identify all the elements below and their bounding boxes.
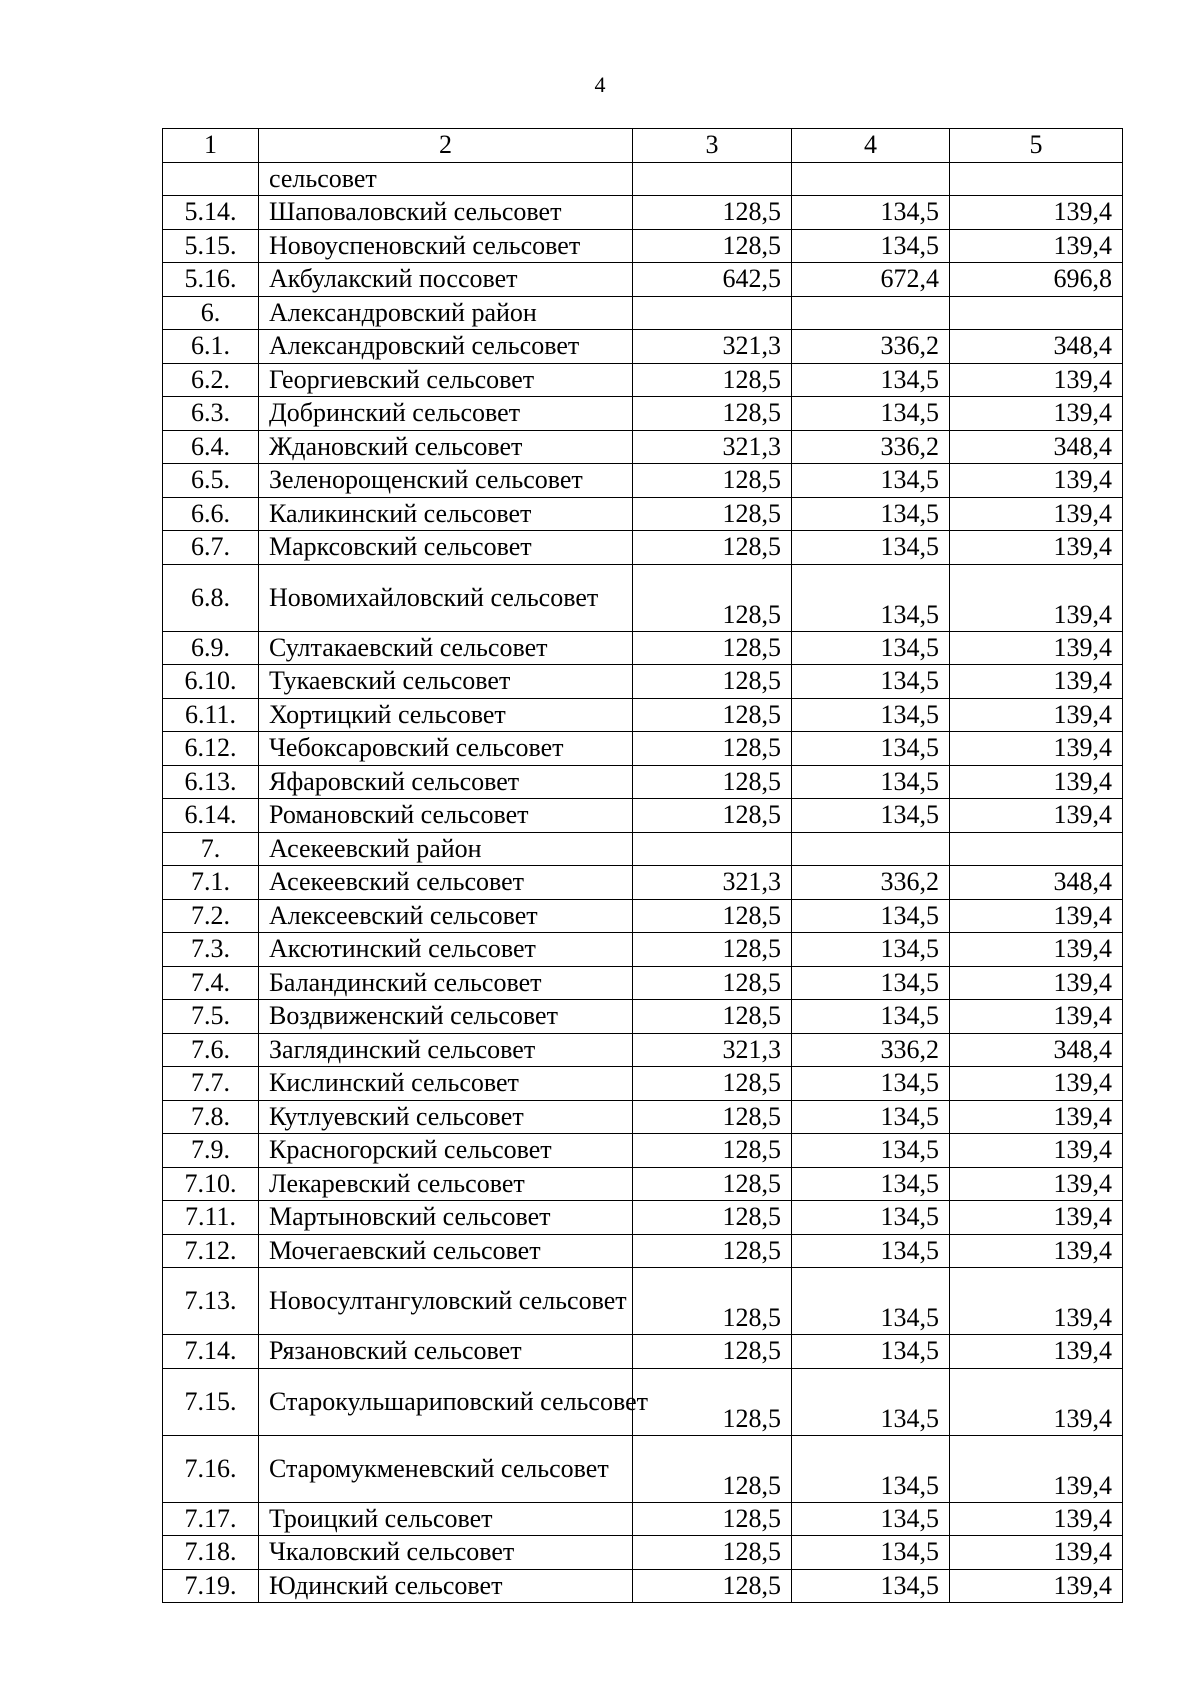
row-name-cell: Красногорский сельсовет bbox=[259, 1134, 633, 1168]
row-number-cell: 7.5. bbox=[163, 1000, 259, 1034]
row-value-col5-cell: 139,4 bbox=[950, 698, 1123, 732]
row-value-col4-cell: 134,5 bbox=[792, 363, 950, 397]
row-value-col4-cell: 336,2 bbox=[792, 430, 950, 464]
row-value-col5-cell: 139,4 bbox=[950, 1000, 1123, 1034]
row-number-cell: 7.19. bbox=[163, 1569, 259, 1603]
row-value-col4-cell: 134,5 bbox=[792, 1067, 950, 1101]
row-value-col3-cell: 321,3 bbox=[633, 1033, 792, 1067]
row-value-col3-cell: 642,5 bbox=[633, 263, 792, 297]
row-value-col5-cell: 139,4 bbox=[950, 966, 1123, 1000]
table-row bbox=[163, 1000, 1123, 1034]
row-name-cell: Новосултангуловский сельсовет bbox=[259, 1268, 633, 1335]
row-value-col4-cell: 336,2 bbox=[792, 1033, 950, 1067]
row-number-cell: 7.2. bbox=[163, 899, 259, 933]
row-name-cell: Троицкий сельсовет bbox=[259, 1502, 633, 1536]
row-name-cell: Мартыновский сельсовет bbox=[259, 1201, 633, 1235]
row-value-col3-cell: 321,3 bbox=[633, 866, 792, 900]
row-name-cell: Александровский район bbox=[259, 296, 633, 330]
row-number-cell: 7.18. bbox=[163, 1536, 259, 1570]
row-value-col4-cell: 134,5 bbox=[792, 665, 950, 699]
table-row bbox=[163, 1435, 1123, 1502]
row-value-col5-cell: 348,4 bbox=[950, 330, 1123, 364]
row-value-col5-cell: 139,4 bbox=[950, 799, 1123, 833]
row-value-col5-cell: 139,4 bbox=[950, 397, 1123, 431]
table-row bbox=[163, 1569, 1123, 1603]
table-row bbox=[163, 430, 1123, 464]
header-cell: 4 bbox=[792, 129, 950, 163]
table-row bbox=[163, 1134, 1123, 1168]
table-row bbox=[163, 1368, 1123, 1435]
row-value-col3-cell: 128,5 bbox=[633, 464, 792, 498]
row-number-cell: 6.10. bbox=[163, 665, 259, 699]
row-value-col4-cell: 134,5 bbox=[792, 1201, 950, 1235]
row-value-col4-cell: 134,5 bbox=[792, 1335, 950, 1369]
table-row bbox=[163, 1067, 1123, 1101]
row-name-cell: Рязановский сельсовет bbox=[259, 1335, 633, 1369]
row-name-cell: Старомукменевский сельсовет bbox=[259, 1435, 633, 1502]
row-value-col3-cell: 321,3 bbox=[633, 430, 792, 464]
header-cell: 3 bbox=[633, 129, 792, 163]
row-number-cell: 6.13. bbox=[163, 765, 259, 799]
row-value-col4-cell: 134,5 bbox=[792, 732, 950, 766]
row-value-col4-cell: 134,5 bbox=[792, 799, 950, 833]
header-cell: 2 bbox=[259, 129, 633, 163]
table-row bbox=[163, 1167, 1123, 1201]
row-value-col5-cell: 139,4 bbox=[950, 1435, 1123, 1502]
row-value-col5-cell: 348,4 bbox=[950, 866, 1123, 900]
row-value-col4-cell: 134,5 bbox=[792, 229, 950, 263]
row-value-col3-cell: 128,5 bbox=[633, 732, 792, 766]
row-value-col5-cell: 139,4 bbox=[950, 899, 1123, 933]
row-value-col3-cell: 128,5 bbox=[633, 1502, 792, 1536]
row-value-col4-cell: 134,5 bbox=[792, 464, 950, 498]
row-name-cell: Романовский сельсовет bbox=[259, 799, 633, 833]
row-value-col3-cell bbox=[633, 162, 792, 196]
row-value-col4-cell: 134,5 bbox=[792, 1502, 950, 1536]
row-value-col5-cell: 139,4 bbox=[950, 1167, 1123, 1201]
row-number-cell: 7.1. bbox=[163, 866, 259, 900]
row-value-col3-cell: 128,5 bbox=[633, 1134, 792, 1168]
table-row bbox=[163, 330, 1123, 364]
row-value-col5-cell: 139,4 bbox=[950, 1201, 1123, 1235]
row-value-col5-cell: 139,4 bbox=[950, 1234, 1123, 1268]
row-value-col3-cell: 321,3 bbox=[633, 330, 792, 364]
row-name-cell: Новомихайловский сельсовет bbox=[259, 564, 633, 631]
row-value-col5-cell: 139,4 bbox=[950, 1502, 1123, 1536]
row-value-col3-cell bbox=[633, 832, 792, 866]
row-value-col3-cell: 128,5 bbox=[633, 564, 792, 631]
row-name-cell: Заглядинский сельсовет bbox=[259, 1033, 633, 1067]
row-number-cell: 7.12. bbox=[163, 1234, 259, 1268]
row-number-cell: 6.11. bbox=[163, 698, 259, 732]
row-value-col5-cell: 139,4 bbox=[950, 464, 1123, 498]
row-number-cell: 5.14. bbox=[163, 196, 259, 230]
row-value-col5-cell: 139,4 bbox=[950, 229, 1123, 263]
row-number-cell: 5.16. bbox=[163, 263, 259, 297]
row-value-col4-cell: 672,4 bbox=[792, 263, 950, 297]
table-row bbox=[163, 196, 1123, 230]
row-value-col4-cell: 134,5 bbox=[792, 1536, 950, 1570]
row-value-col4-cell: 134,5 bbox=[792, 497, 950, 531]
row-value-col5-cell: 139,4 bbox=[950, 196, 1123, 230]
row-value-col5-cell: 139,4 bbox=[950, 732, 1123, 766]
row-value-col5-cell: 139,4 bbox=[950, 1569, 1123, 1603]
table-row bbox=[163, 464, 1123, 498]
row-value-col4-cell bbox=[792, 162, 950, 196]
table-row bbox=[163, 1335, 1123, 1369]
table-row bbox=[163, 1536, 1123, 1570]
row-number-cell: 6.12. bbox=[163, 732, 259, 766]
row-name-cell: Чкаловский сельсовет bbox=[259, 1536, 633, 1570]
row-value-col5-cell: 139,4 bbox=[950, 765, 1123, 799]
row-name-cell: Лекаревский сельсовет bbox=[259, 1167, 633, 1201]
row-value-col3-cell: 128,5 bbox=[633, 1067, 792, 1101]
row-value-col3-cell: 128,5 bbox=[633, 799, 792, 833]
row-value-col5-cell: 696,8 bbox=[950, 263, 1123, 297]
row-name-cell: сельсовет bbox=[259, 162, 633, 196]
row-number-cell: 5.15. bbox=[163, 229, 259, 263]
row-number-cell: 6.14. bbox=[163, 799, 259, 833]
row-value-col4-cell: 134,5 bbox=[792, 631, 950, 665]
row-name-cell: Новоуспеновский сельсовет bbox=[259, 229, 633, 263]
table-row bbox=[163, 162, 1123, 196]
row-value-col3-cell bbox=[633, 296, 792, 330]
row-value-col5-cell: 139,4 bbox=[950, 564, 1123, 631]
row-value-col5-cell: 139,4 bbox=[950, 665, 1123, 699]
row-number-cell: 6.5. bbox=[163, 464, 259, 498]
row-value-col4-cell: 134,5 bbox=[792, 933, 950, 967]
row-value-col3-cell: 128,5 bbox=[633, 1000, 792, 1034]
row-value-col3-cell: 128,5 bbox=[633, 1569, 792, 1603]
table-row bbox=[163, 229, 1123, 263]
row-number-cell: 7.15. bbox=[163, 1368, 259, 1435]
row-number-cell: 6.6. bbox=[163, 497, 259, 531]
table-row bbox=[163, 765, 1123, 799]
table-row bbox=[163, 1268, 1123, 1335]
row-name-cell: Кутлуевский сельсовет bbox=[259, 1100, 633, 1134]
row-name-cell: Старокульшариповский сельсовет bbox=[259, 1368, 633, 1435]
row-name-cell: Акбулакский поссовет bbox=[259, 263, 633, 297]
row-value-col4-cell: 134,5 bbox=[792, 765, 950, 799]
header-cell: 1 bbox=[163, 129, 259, 163]
row-number-cell: 6.4. bbox=[163, 430, 259, 464]
row-value-col4-cell: 134,5 bbox=[792, 1234, 950, 1268]
table-row bbox=[163, 698, 1123, 732]
row-value-col4-cell: 336,2 bbox=[792, 866, 950, 900]
row-value-col5-cell: 139,4 bbox=[950, 531, 1123, 565]
row-number-cell: 7.11. bbox=[163, 1201, 259, 1235]
row-value-col3-cell: 128,5 bbox=[633, 497, 792, 531]
row-value-col4-cell: 134,5 bbox=[792, 1000, 950, 1034]
row-value-col4-cell bbox=[792, 296, 950, 330]
row-value-col5-cell bbox=[950, 296, 1123, 330]
row-name-cell: Асекеевский район bbox=[259, 832, 633, 866]
page-number: 4 bbox=[594, 72, 606, 97]
row-value-col3-cell: 128,5 bbox=[633, 1335, 792, 1369]
row-value-col4-cell: 336,2 bbox=[792, 330, 950, 364]
row-value-col4-cell: 134,5 bbox=[792, 698, 950, 732]
row-number-cell: 7.17. bbox=[163, 1502, 259, 1536]
row-number-cell: 6.9. bbox=[163, 631, 259, 665]
row-value-col4-cell: 134,5 bbox=[792, 531, 950, 565]
table-row bbox=[163, 866, 1123, 900]
row-name-cell: Марксовский сельсовет bbox=[259, 531, 633, 565]
row-value-col3-cell: 128,5 bbox=[633, 1268, 792, 1335]
row-value-col3-cell: 128,5 bbox=[633, 631, 792, 665]
row-name-cell: Юдинский сельсовет bbox=[259, 1569, 633, 1603]
row-value-col5-cell: 139,4 bbox=[950, 933, 1123, 967]
row-value-col3-cell: 128,5 bbox=[633, 531, 792, 565]
row-value-col5-cell: 139,4 bbox=[950, 631, 1123, 665]
row-number-cell: 7. bbox=[163, 832, 259, 866]
header-cell: 5 bbox=[950, 129, 1123, 163]
row-name-cell: Мочегаевский сельсовет bbox=[259, 1234, 633, 1268]
row-value-col3-cell: 128,5 bbox=[633, 1201, 792, 1235]
row-value-col3-cell: 128,5 bbox=[633, 397, 792, 431]
row-number-cell: 7.7. bbox=[163, 1067, 259, 1101]
row-number-cell: 7.6. bbox=[163, 1033, 259, 1067]
row-number-cell: 6. bbox=[163, 296, 259, 330]
row-value-col3-cell: 128,5 bbox=[633, 899, 792, 933]
row-value-col3-cell: 128,5 bbox=[633, 1167, 792, 1201]
row-value-col5-cell bbox=[950, 162, 1123, 196]
row-name-cell: Яфаровский сельсовет bbox=[259, 765, 633, 799]
row-value-col3-cell: 128,5 bbox=[633, 698, 792, 732]
table-row bbox=[163, 531, 1123, 565]
table-row bbox=[163, 665, 1123, 699]
row-value-col3-cell: 128,5 bbox=[633, 765, 792, 799]
row-name-cell: Георгиевский сельсовет bbox=[259, 363, 633, 397]
row-value-col5-cell: 139,4 bbox=[950, 1134, 1123, 1168]
row-value-col3-cell: 128,5 bbox=[633, 196, 792, 230]
table-row bbox=[163, 263, 1123, 297]
row-name-cell: Александровский сельсовет bbox=[259, 330, 633, 364]
row-value-col5-cell: 139,4 bbox=[950, 363, 1123, 397]
row-value-col4-cell: 134,5 bbox=[792, 1167, 950, 1201]
row-number-cell: 7.13. bbox=[163, 1268, 259, 1335]
row-value-col4-cell: 134,5 bbox=[792, 564, 950, 631]
row-number-cell: 7.8. bbox=[163, 1100, 259, 1134]
row-value-col4-cell: 134,5 bbox=[792, 196, 950, 230]
row-name-cell: Чебоксаровский сельсовет bbox=[259, 732, 633, 766]
table-row bbox=[163, 1033, 1123, 1067]
row-name-cell: Аксютинский сельсовет bbox=[259, 933, 633, 967]
row-value-col3-cell: 128,5 bbox=[633, 229, 792, 263]
row-number-cell: 7.14. bbox=[163, 1335, 259, 1369]
row-name-cell: Хортицкий сельсовет bbox=[259, 698, 633, 732]
table-row bbox=[163, 832, 1123, 866]
row-name-cell: Кислинский сельсовет bbox=[259, 1067, 633, 1101]
row-value-col3-cell: 128,5 bbox=[633, 665, 792, 699]
table-row bbox=[163, 799, 1123, 833]
table-row bbox=[163, 631, 1123, 665]
table-row bbox=[163, 296, 1123, 330]
row-value-col3-cell: 128,5 bbox=[633, 1100, 792, 1134]
row-value-col4-cell: 134,5 bbox=[792, 1100, 950, 1134]
row-number-cell: 7.3. bbox=[163, 933, 259, 967]
row-name-cell: Асекеевский сельсовет bbox=[259, 866, 633, 900]
row-name-cell: Каликинский сельсовет bbox=[259, 497, 633, 531]
row-value-col3-cell: 128,5 bbox=[633, 933, 792, 967]
row-number-cell: 7.4. bbox=[163, 966, 259, 1000]
row-number-cell: 7.16. bbox=[163, 1435, 259, 1502]
row-value-col4-cell: 134,5 bbox=[792, 1268, 950, 1335]
row-number-cell bbox=[163, 162, 259, 196]
table-row bbox=[163, 1100, 1123, 1134]
row-value-col5-cell: 348,4 bbox=[950, 430, 1123, 464]
row-value-col5-cell: 139,4 bbox=[950, 1067, 1123, 1101]
row-number-cell: 7.10. bbox=[163, 1167, 259, 1201]
row-value-col5-cell: 139,4 bbox=[950, 1536, 1123, 1570]
row-value-col5-cell: 348,4 bbox=[950, 1033, 1123, 1067]
table-row bbox=[163, 1234, 1123, 1268]
table-row bbox=[163, 363, 1123, 397]
row-name-cell: Султакаевский сельсовет bbox=[259, 631, 633, 665]
row-name-cell: Зеленорощенский сельсовет bbox=[259, 464, 633, 498]
row-value-col4-cell: 134,5 bbox=[792, 899, 950, 933]
table-row bbox=[163, 732, 1123, 766]
row-value-col5-cell: 139,4 bbox=[950, 1268, 1123, 1335]
row-value-col5-cell: 139,4 bbox=[950, 497, 1123, 531]
row-name-cell: Ждановский сельсовет bbox=[259, 430, 633, 464]
row-number-cell: 7.9. bbox=[163, 1134, 259, 1168]
row-value-col3-cell: 128,5 bbox=[633, 1435, 792, 1502]
row-number-cell: 6.3. bbox=[163, 397, 259, 431]
row-value-col4-cell: 134,5 bbox=[792, 397, 950, 431]
row-value-col4-cell: 134,5 bbox=[792, 1435, 950, 1502]
row-name-cell: Баландинский сельсовет bbox=[259, 966, 633, 1000]
table-row bbox=[163, 966, 1123, 1000]
row-value-col4-cell bbox=[792, 832, 950, 866]
row-value-col3-cell: 128,5 bbox=[633, 1536, 792, 1570]
row-name-cell: Шаповаловский сельсовет bbox=[259, 196, 633, 230]
row-number-cell: 6.7. bbox=[163, 531, 259, 565]
row-value-col3-cell: 128,5 bbox=[633, 966, 792, 1000]
row-value-col5-cell: 139,4 bbox=[950, 1100, 1123, 1134]
row-name-cell: Добринский сельсовет bbox=[259, 397, 633, 431]
row-value-col3-cell: 128,5 bbox=[633, 1368, 792, 1435]
row-value-col5-cell: 139,4 bbox=[950, 1335, 1123, 1369]
row-value-col3-cell: 128,5 bbox=[633, 1234, 792, 1268]
table-header-row bbox=[163, 129, 1123, 163]
table-row bbox=[163, 899, 1123, 933]
table-row bbox=[163, 1502, 1123, 1536]
row-value-col4-cell: 134,5 bbox=[792, 1569, 950, 1603]
table-row bbox=[163, 933, 1123, 967]
row-value-col4-cell: 134,5 bbox=[792, 966, 950, 1000]
row-value-col5-cell: 139,4 bbox=[950, 1368, 1123, 1435]
row-value-col3-cell: 128,5 bbox=[633, 363, 792, 397]
row-value-col5-cell bbox=[950, 832, 1123, 866]
table-row bbox=[163, 1201, 1123, 1235]
row-value-col4-cell: 134,5 bbox=[792, 1368, 950, 1435]
row-name-cell: Воздвиженский сельсовет bbox=[259, 1000, 633, 1034]
row-number-cell: 6.1. bbox=[163, 330, 259, 364]
row-name-cell: Тукаевский сельсовет bbox=[259, 665, 633, 699]
table-row bbox=[163, 397, 1123, 431]
row-number-cell: 6.8. bbox=[163, 564, 259, 631]
table-row bbox=[163, 497, 1123, 531]
data-table bbox=[162, 128, 1123, 1603]
row-value-col4-cell: 134,5 bbox=[792, 1134, 950, 1168]
row-name-cell: Алексеевский сельсовет bbox=[259, 899, 633, 933]
table-row bbox=[163, 564, 1123, 631]
row-number-cell: 6.2. bbox=[163, 363, 259, 397]
